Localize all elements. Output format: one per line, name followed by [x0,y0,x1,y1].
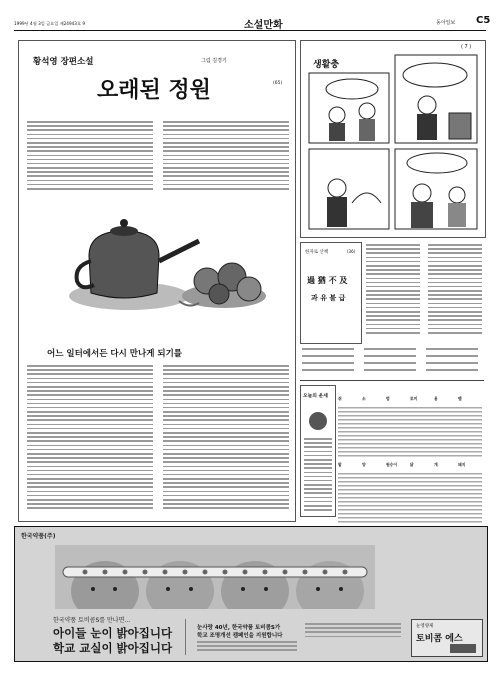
sign-label: 뱀 [458,396,462,401]
horoscope-sign [458,451,482,515]
hanja-reading: 과 유 불 급 [311,294,346,302]
product-package-icon [450,644,476,653]
novel-illustration [49,201,274,321]
ad-divider [185,619,186,655]
sign-label: 닭 [410,462,414,467]
horoscope-title-box [300,385,336,517]
sign-text [362,473,386,525]
sign-text [410,473,434,525]
hanja-text-column-1 [366,244,420,336]
hanja-section [300,242,362,344]
ad-product-label: 눈영양제 [416,624,434,629]
sign-label: 토끼 [410,396,418,401]
ad-right-text [305,623,401,640]
paper-name: 동아일보 [436,20,456,26]
ad-tagline: 한국약품 토비콤S를 만나면... [53,617,131,624]
novel-series: 황석영 장편소설 [33,57,94,67]
hanja-number: (36) [347,249,356,254]
novel-section [18,40,296,522]
sign-label: 소 [362,396,366,401]
horoscope-section [300,380,484,521]
page-number: C5 [476,15,491,26]
horoscope-sign [338,451,362,515]
novel-title: 오래된 정원 [97,77,211,103]
comic-panels [307,53,479,233]
horoscope-sign [434,451,458,515]
horoscope-sign [386,451,410,515]
section-title: 소설만화 [244,20,283,31]
sign-text [458,473,482,525]
ad-headline-2: 학교 교실이 밝아집니다 [53,641,173,655]
novel-text-column-1 [27,121,153,192]
page-header [14,12,491,31]
horoscope-sponsor-text [304,438,332,513]
novel-subheading: 어느 일터에서든 다시 만나게 되기를 [47,349,183,359]
sign-label: 원숭이 [386,462,398,467]
horoscope-sign [362,385,386,449]
ad-photo [55,545,375,609]
sign-text [434,473,458,525]
ad-product-name: 토비콤 에스 [416,634,463,644]
ad-company: 한국약품(주) [21,533,56,540]
horoscope-grid [338,385,484,517]
ad-mid-text-1: 눈사랑 40년, 한국약품 토비콤S가 [197,625,281,631]
ad-headline-1: 아이들 눈이 밝아집니다 [53,626,173,640]
novel-text-column-3 [27,365,153,512]
horoscope-sign [410,451,434,515]
sign-label: 돼지 [458,462,466,467]
sign-label: 양 [362,462,366,467]
sign-label: 용 [434,396,438,401]
horoscope-sign [458,385,482,449]
hanja-phrase: 過 猶 不 及 [307,275,348,285]
sign-label: 말 [338,462,342,467]
horoscope-sign [362,451,386,515]
date-line: 1999년 4월 3일 금요일 제24943호 9 [14,21,85,26]
ad-body-text [197,641,297,654]
horoscope-sign [434,385,458,449]
comic-title: 생활충 [313,60,340,70]
hanja-text-column-2 [428,244,482,336]
comic-number: ( 7 ) [461,44,472,50]
horoscope-badge [309,412,327,430]
comic-section [300,40,486,238]
hanja-header: 한자로 산책 [305,250,329,255]
horoscope-sign [410,385,434,449]
sign-label: 쥐 [338,396,342,401]
advertisement [14,526,488,662]
hanja-word-grid [300,346,484,374]
ad-mid-text-2: 학교 조명개선 캠페인을 지원합니다 [197,633,283,639]
illustration-credit: 그림 김경기 [201,58,227,64]
sign-text [338,473,362,525]
horoscope-title: 오늘의 운세 [303,394,328,399]
episode-number: (65) [273,81,283,86]
sign-label: 범 [386,396,390,401]
sign-label: 개 [434,462,438,467]
ad-product-box [411,619,483,657]
sign-text [386,473,410,525]
horoscope-sign [386,385,410,449]
horoscope-sign [338,385,362,449]
novel-text-column-4 [163,365,289,512]
novel-text-column-2 [163,121,289,192]
